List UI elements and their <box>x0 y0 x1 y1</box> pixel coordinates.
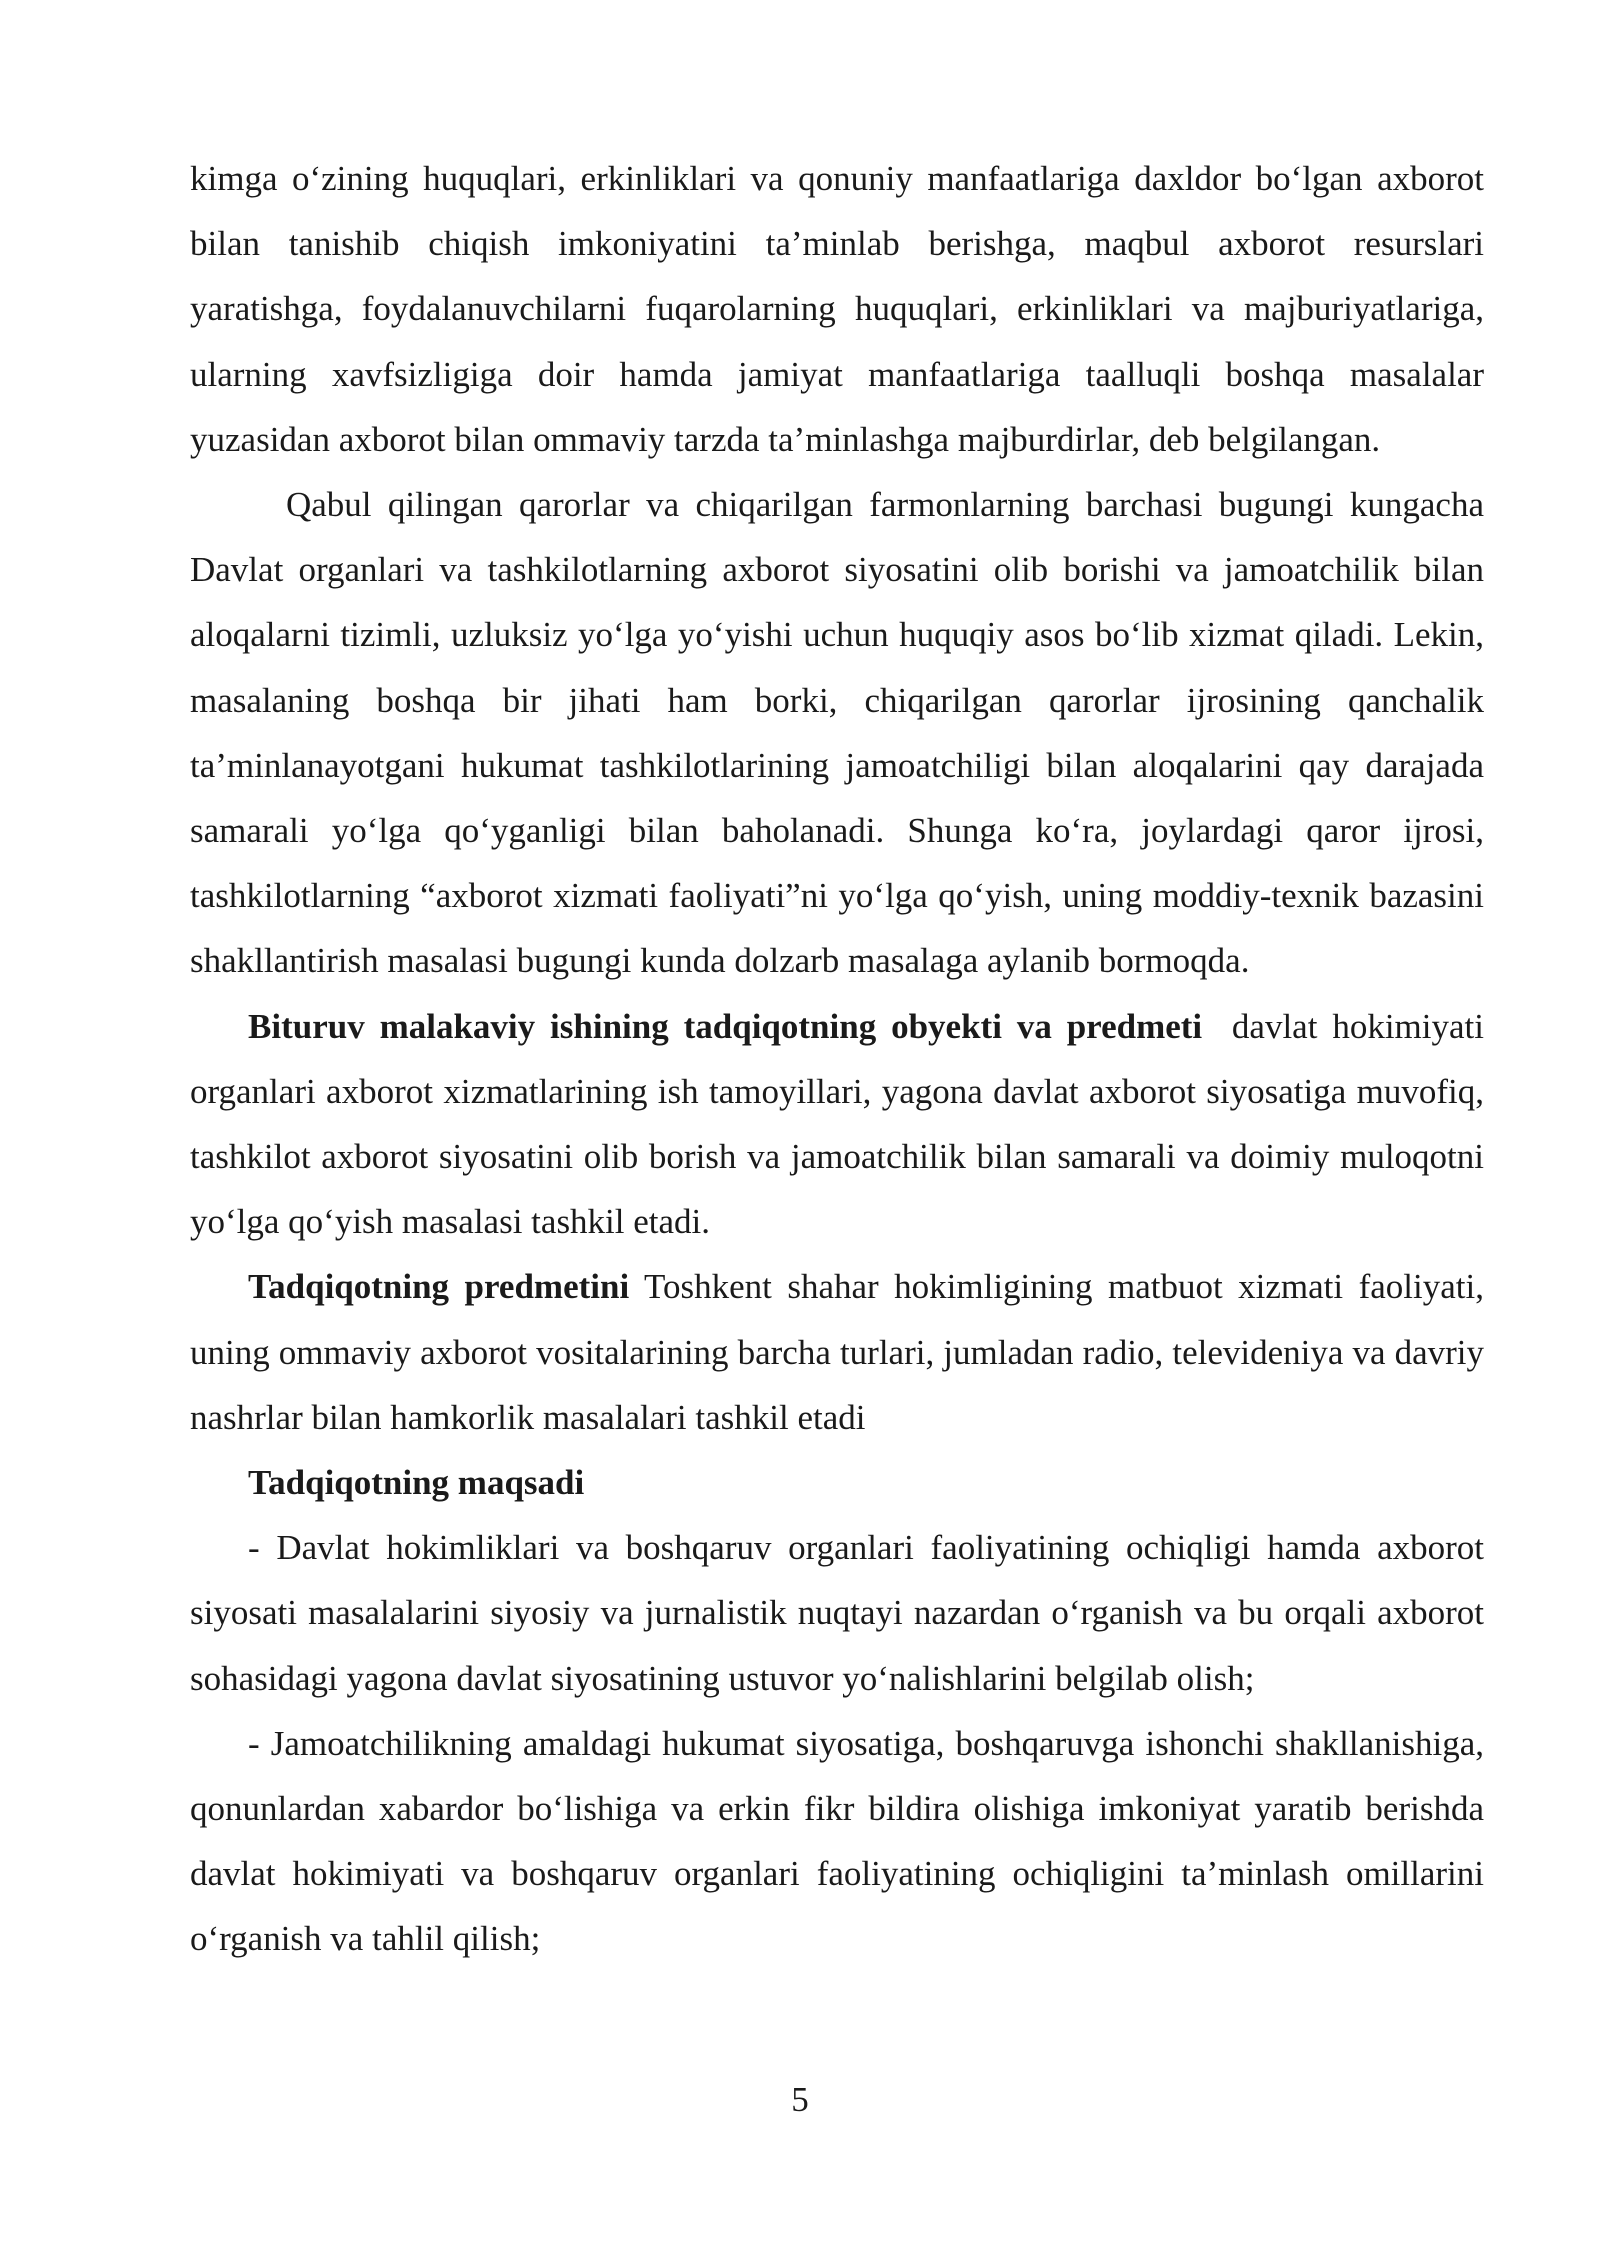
object-subject-label: Bituruv malakaviy ishining tadqiqotning obyekti va predmeti <box>248 1006 1203 1046</box>
paragraph-subject <box>190 1254 1484 1450</box>
paragraph-1: kimga o‘zining huquqlari, erkinliklari va qonuniy manfaatlariga daxldor bo‘lgan axborot bilan tanishib chiqish imkoniyatini ta’minlab berishga, maqbul axborot resurslari yaratishga, foydalanuvchilarni fuqarolarning huquqlari, erkinliklari va majburiyatlariga, ularning xavfsizligiga doir hamda jamiyat manfaatlariga taalluqli boshqa masalalar yuzasidan axborot bilan ommaviy tarzda ta’minlashga majburdirlar, deb belgilangan. <box>190 159 1484 459</box>
section-heading-goal: Tadqiqotning maqsadi <box>248 1463 585 1503</box>
paragraph-object-subject <box>190 994 1493 1255</box>
document-page <box>190 146 1493 1972</box>
goal-item-1: - Davlat hokimliklari va boshqaruv organlari faoliyatining ochiqligi hamda axborot siyosati masalalarini siyosiy va jurnalistik nuqtayi nazardan o‘rganish va bu orqali axborot sohasidagi yagona davlat siyosatining ustuvor yo‘nalishlarini belgilab olish; <box>190 1528 1484 1698</box>
subject-label: Tadqiqotning predmetini <box>248 1267 630 1307</box>
page-number: 5 <box>791 2080 809 2119</box>
object-subject-text: davlat hokimiyati organlari axborot xizmatlarining ish tamoyillari, yagona davlat axborot siyosatiga muvofiq, tashkilot axborot siyosatini olib borish va jamoatchilik bilan samarali va doimiy muloqotni yo‘lga qo‘yish masalasi tashkil etadi. <box>190 1006 1493 1242</box>
goal-item-2: - Jamoatchilikning amaldagi hukumat siyosatiga, boshqaruvga ishonchi shakllanishiga, qonunlardan xabardor bo‘lishiga va erkin fikr bildira olishiga imkoniyat yaratib berishda davlat hokimiyati va boshqaruv organlari faoliyatining ochiqligini ta’minlash omillarini o‘rganish va tahlil qilish; <box>190 1723 1484 1959</box>
paragraph-2: Qabul qilingan qarorlar va chiqarilgan farmonlarning barchasi bugungi kungacha Davlat organlari va tashkilotlarning axborot siyosatini olib borishi va jamoatchilik bilan aloqalarni tizimli, uzluksiz yo‘lga yo‘yishi uchun huquqiy asos bo‘lib xizmat qiladi. Lekin, masalaning boshqa bir jihati ham borki, chiqarilgan qarorlar ijrosining qanchalik ta’minlanayotgani hukumat tashkilotlarining jamoatchiligi bilan aloqalarini qay darajada samarali yo‘lga qo‘yganligi bilan baholanadi. Shunga ko‘ra, joylardagi qaror ijrosi, tashkilotlarning “axborot xizmati faoliyati”ni yo‘lga qo‘yish, uning moddiy-texnik bazasini shakllantirish masalasi bugungi kunda dolzarb masalaga aylanib bormoqda. <box>190 485 1484 981</box>
subject-text: Toshkent shahar hokimligining matbuot xizmati faoliyati, uning ommaviy axborot vositalarining barcha turlari, jumladan radio, televideniya va davriy nashrlar bilan hamkorlik masalalari tashkil etadi <box>190 1267 1484 1437</box>
